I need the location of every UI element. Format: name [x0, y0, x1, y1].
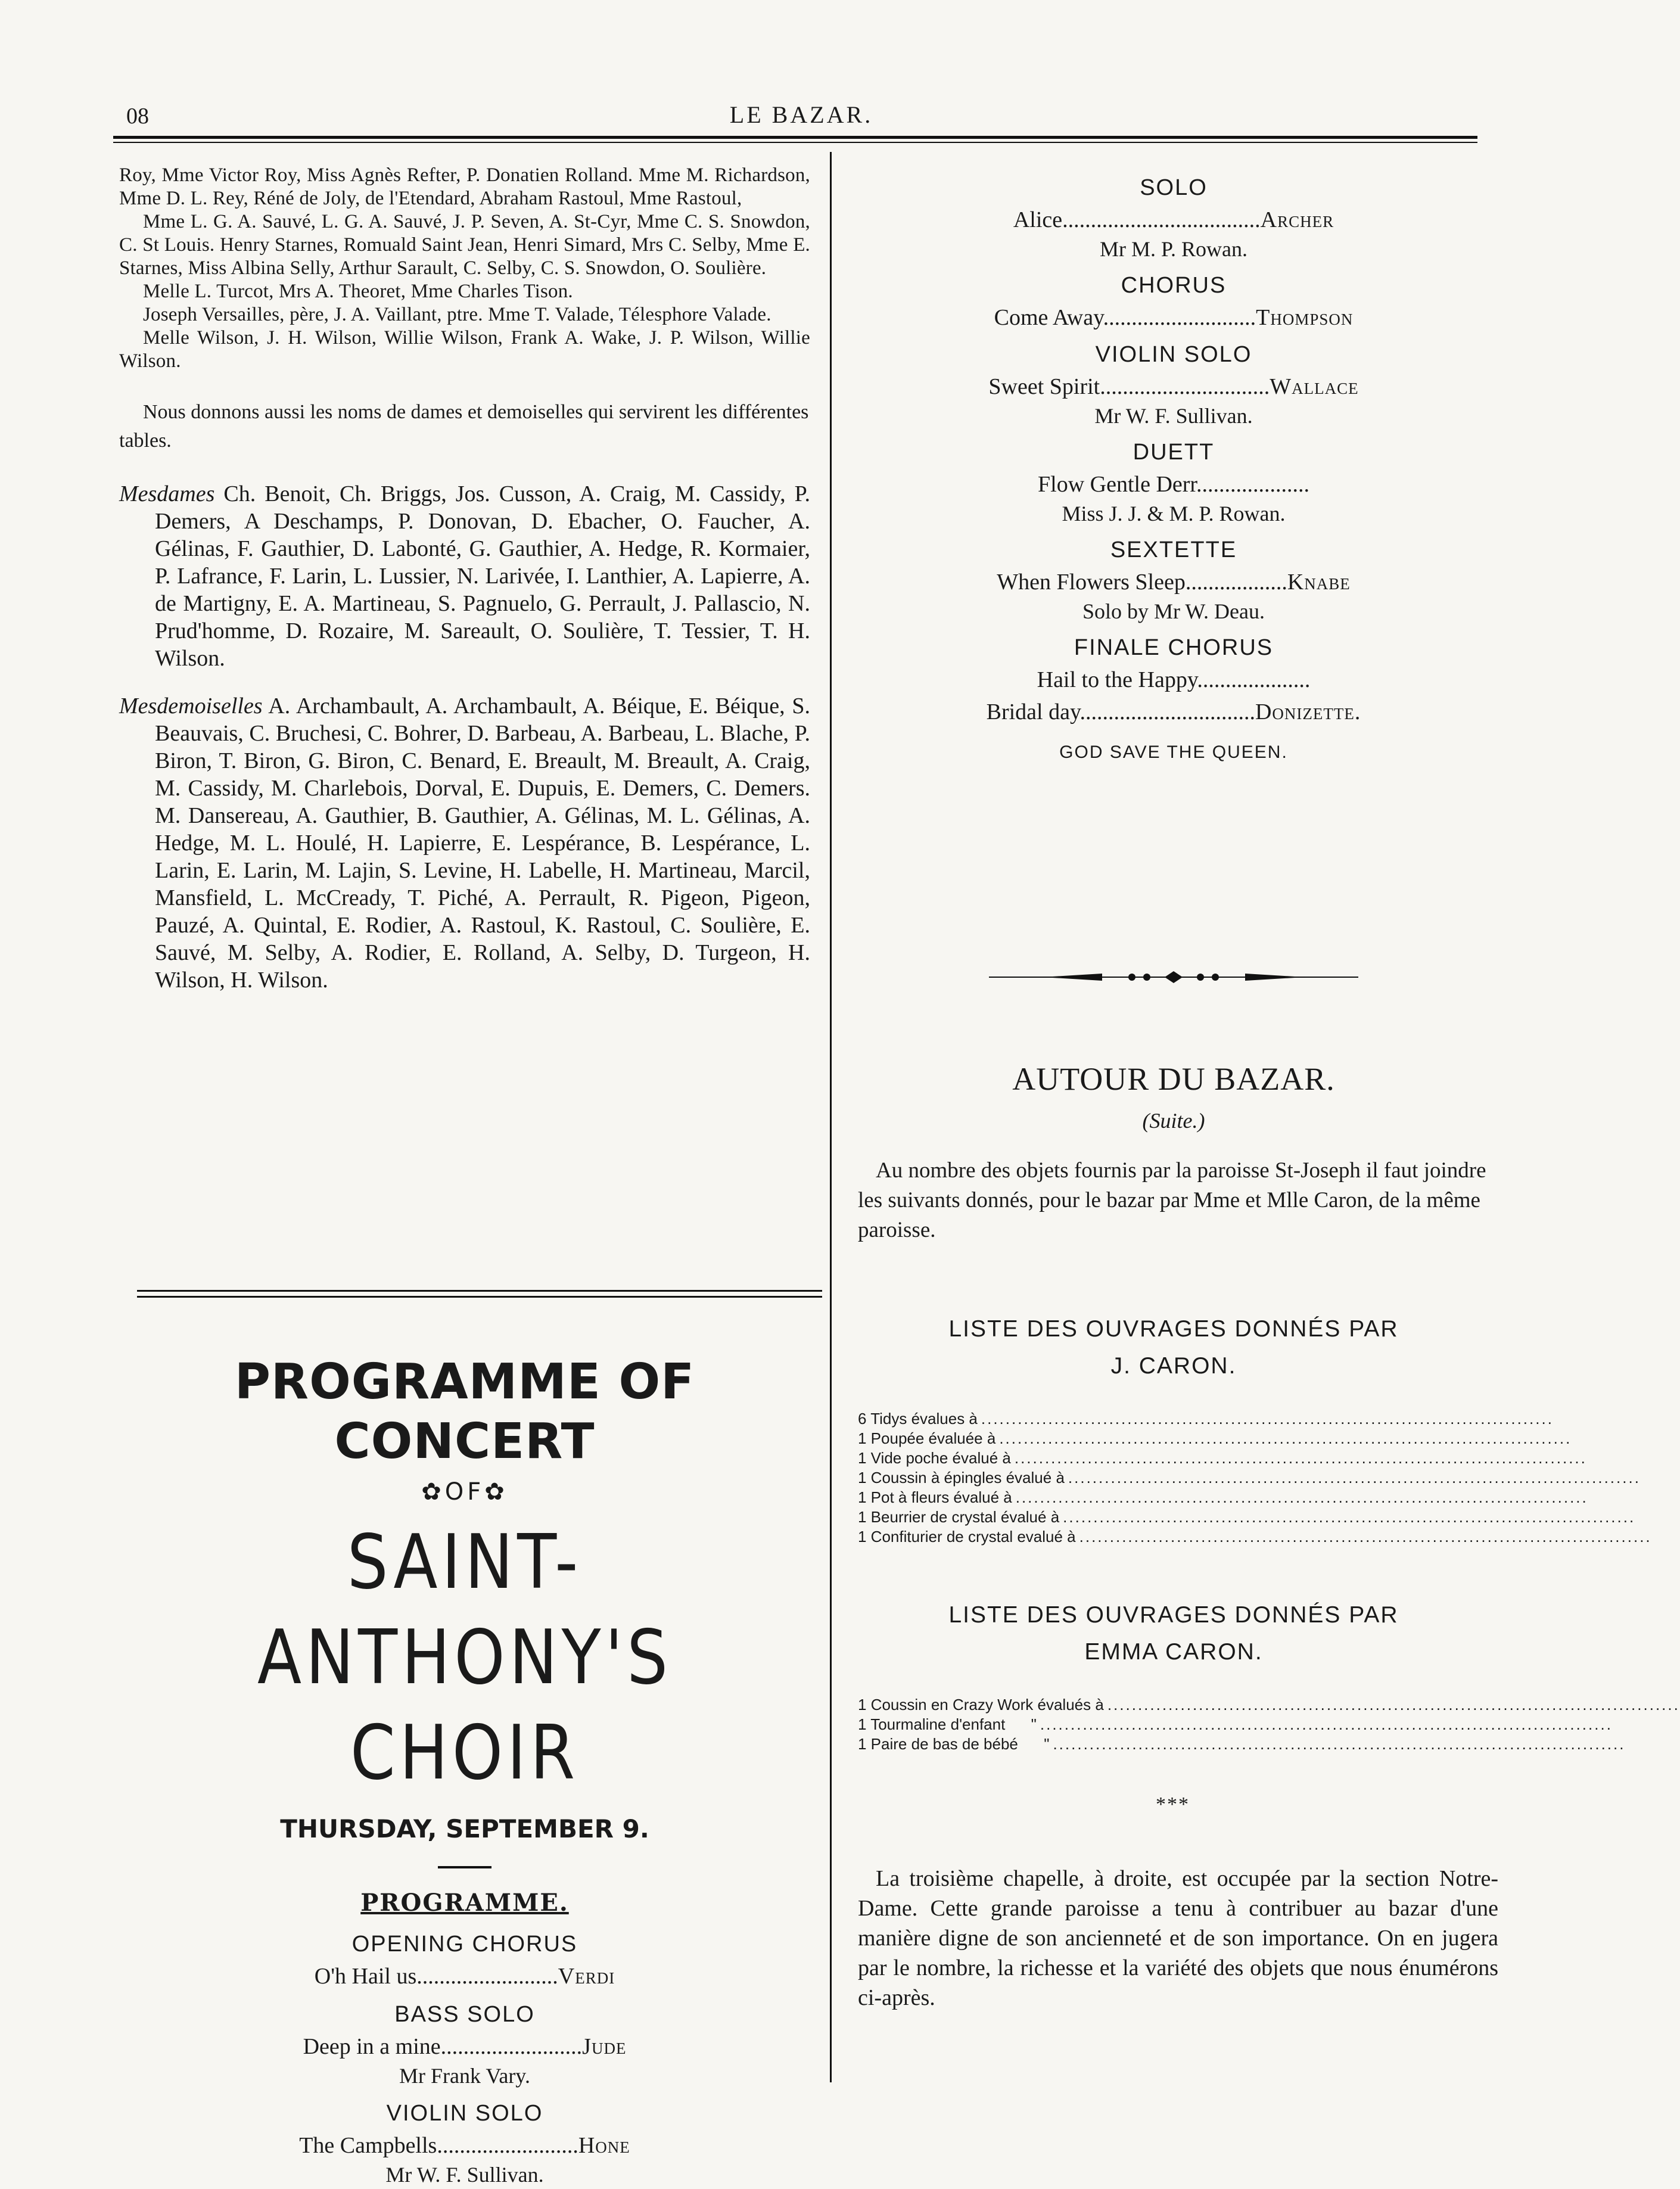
programme-entry: The Campbells.........................Hone — [299, 2133, 630, 2158]
piece-title: O'h Hail us — [314, 1964, 417, 1989]
list-heading-line: EMMA CARON. — [1084, 1639, 1263, 1665]
page-header — [113, 98, 1489, 140]
article-subtitle: (Suite.) — [1142, 1109, 1205, 1133]
list-heading-emma-caron — [846, 1597, 1501, 1671]
programme-entry: When Flowers Sleep..................Knabe — [997, 570, 1351, 595]
composer: Archer — [1260, 207, 1334, 232]
bass-solo-heading: BASS SOLO — [394, 2002, 535, 2027]
composer: Hone — [578, 2133, 630, 2158]
article-paragraph: Au nombre des objets fournis par la paroisse St-Joseph il faut joindre les suivants donnés, pour le bazar par Mme et Mlle Caron, de la même paroisse. — [858, 1158, 1486, 1242]
item-label: 1 Paire de bas de bébé " — [858, 1735, 1050, 1753]
item-label: 1 Coussin à épingles évalué à — [858, 1469, 1065, 1487]
section-rule — [137, 1296, 822, 1298]
mesdames-names: Ch. Benoit, Ch. Briggs, Jos. Cusson, A. Craig, M. Cassidy, P. Demers, A Deschamps, P. Donovan, D. Ebacher, O. Faucher, A. Gélinas, F. Gauthier, D. Labonté, G. Gauthier, A. Hedge, R. Kormaier, P. Lafrance, F. Larin, L. Lussier, N. Larivée, I. Lanthier, A. Lapierre, A. de Martigny, E. A. Martineau, S. Pagnuelo, G. Perrault, J. Pallascio, N. Prud'homme, D. Rozaire, M. Sareault, O. Soulière, T. Tessier, T. H. Wilson. — [155, 481, 810, 671]
opening-chorus-heading: OPENING CHORUS — [351, 1932, 578, 1957]
piece-title: Flow Gentle Derr — [1038, 472, 1196, 497]
list-item — [858, 1429, 1572, 1448]
composer: Wallace — [1270, 374, 1359, 399]
piece-title: Come Away — [994, 305, 1103, 330]
section-rule — [137, 1290, 822, 1292]
names-paragraph: Mme L. G. A. Sauvé, L. G. A. Sauvé, J. P. Seven, A. St-Cyr, Mme C. S. Snowdon, C. St Louis. Henry Starnes, Romuald Saint Jean, Henri Simard, Mrs C. Selby, Mme E. Starnes, Miss Albina Selly, Arthur Sarault, C. Selby, C. S. Snowdon, O. Soulière. — [119, 211, 810, 279]
composer: Thompson — [1256, 305, 1354, 330]
programme-entry: Sweet Spirit..............................Wallace — [988, 374, 1359, 399]
performer: Miss J. J. & M. P. Rowan. — [1062, 502, 1286, 526]
short-rule — [438, 1866, 491, 1868]
leader-dots: .............................................................................................. — [1068, 1469, 1641, 1487]
piece-title: When Flowers Sleep — [997, 570, 1186, 595]
tables-intro: Nous donnons aussi les noms de dames et demoiselles qui servirent les différentes tables. — [119, 401, 809, 452]
piece-title: Alice — [1013, 207, 1063, 232]
item-label: 1 Vide poche évalué à — [858, 1449, 1011, 1467]
closing-line: GOD SAVE THE QUEEN. — [1059, 742, 1288, 762]
programme-entry: Bridal day...............................Donizette. — [986, 699, 1361, 725]
programme-entry: Alice...................................Archer — [1013, 207, 1334, 232]
composer: Verdi — [558, 1964, 615, 1989]
list-item — [858, 1488, 1588, 1507]
concert-date: THURSDAY, SEPTEMBER 9. — [280, 1814, 649, 1843]
leader-dots: .............................................................................................. — [1040, 1715, 1613, 1733]
performer: Mr M. P. Rowan. — [1099, 237, 1248, 261]
of-ornament: ✿OF✿ — [421, 1478, 508, 1506]
piece-title: Bridal day — [986, 699, 1080, 725]
right-programme — [846, 173, 1501, 763]
final-paragraph: La troisième chapelle, à droite, est occupée par la section Notre-Dame. Cette grande paroisse a tenu à contribuer au bazar d'une manière digne de son ancienneté et de son importance. On en jugera par le nombre, la richesse et la variété des objets que nous énumérons ci-après. — [858, 1866, 1498, 2010]
item-label: 1 Coussin en Crazy Work évalués à — [858, 1696, 1104, 1714]
violin-solo-heading: VIOLIN SOLO — [1095, 342, 1252, 367]
of-word: OF — [444, 1478, 485, 1506]
leader-dots: .............................................................................................. — [1107, 1696, 1680, 1714]
performer: Mr W. F. Sullivan. — [385, 2163, 544, 2187]
list-item — [858, 1695, 1680, 1715]
piece-title: The Campbells — [299, 2133, 437, 2158]
performer: Mr Frank Vary. — [399, 2064, 530, 2088]
leader-dots: .............................................................................................. — [1063, 1508, 1636, 1526]
page-number: 08 — [126, 104, 149, 129]
leader-dots: .............................................................................................. — [1014, 1449, 1587, 1467]
programme-entry: Hail to the Happy.................... — [1037, 667, 1311, 692]
performer: Mr W. F. Sullivan. — [1094, 404, 1253, 428]
programme-entry: Come Away...........................Thompson — [994, 305, 1354, 330]
leader-dots: .............................................................................................. — [999, 1429, 1572, 1447]
composer: Donizette. — [1255, 699, 1361, 725]
asterism: *** — [1156, 1793, 1190, 1815]
concert-title: PROGRAMME OF CONCERT — [234, 1354, 695, 1470]
sextette-heading: SEXTETTE — [1110, 537, 1237, 562]
finale-heading: FINALE CHORUS — [1074, 635, 1274, 660]
list-heading-line: LISTE DES OUVRAGES DONNÉS PAR — [948, 1602, 1399, 1628]
list-item — [858, 1409, 1554, 1429]
performer: Solo by Mr W. Deau. — [1082, 599, 1265, 623]
list-item — [858, 1527, 1652, 1547]
names-paragraph: Roy, Mme Victor Roy, Miss Agnès Refter, P. Donatien Rolland. Mme M. Richardson, Mme D. L. Rey, Réné de Joly, de l'Etendard, Abraham Rastoul, Mme Rastoul, — [119, 164, 810, 209]
programme-entry: Flow Gentle Derr.................... — [1038, 472, 1309, 497]
item-label: 1 Confiturier de crystal evalué à — [858, 1528, 1076, 1546]
article-title: AUTOUR DU BAZAR. — [1012, 1061, 1335, 1097]
header-rule-thin — [113, 142, 1477, 143]
list-item — [858, 1468, 1641, 1488]
column-divider — [830, 152, 832, 2082]
leader-dots: .............................................................................................. — [981, 1410, 1554, 1428]
composer: Knabe — [1287, 570, 1351, 595]
programme-heading: PROGRAMME. — [360, 1889, 569, 1917]
piece-title: Hail to the Happy — [1037, 667, 1197, 692]
list-item — [858, 1507, 1636, 1527]
violin-solo-heading: VIOLIN SOLO — [386, 2101, 543, 2126]
composer: Jude — [582, 2034, 627, 2059]
concert-programme — [119, 1352, 810, 2189]
leader-dots: .............................................................................................. — [1079, 1528, 1652, 1546]
item-label: 1 Beurrier de crystal évalué à — [858, 1508, 1060, 1526]
left-column — [119, 164, 810, 994]
list-heading-j-caron — [846, 1311, 1501, 1385]
list-heading-line: J. CARON. — [1110, 1353, 1237, 1379]
header-rule — [113, 136, 1477, 139]
ornament-divider — [989, 968, 1358, 986]
mesdemoiselles-list — [119, 692, 810, 994]
item-label: 1 Pot à fleurs évalué à — [858, 1488, 1012, 1506]
choir-name: SAINT-ANTHONY'S CHOIR — [257, 1518, 672, 1796]
names-paragraph: Melle Wilson, J. H. Wilson, Willie Wilson, Frank A. Wake, J. P. Wilson, Willie Wilson. — [119, 327, 810, 372]
mesdames-label: Mesdames — [119, 481, 215, 506]
items-list-emma-caron — [858, 1695, 1680, 1754]
mesdames-list — [119, 480, 810, 672]
running-title: LE BAZAR. — [729, 101, 873, 128]
mesdemoiselles-label: Mesdemoiselles — [119, 694, 263, 719]
solo-heading: SOLO — [1140, 175, 1208, 200]
item-label: 1 Tourmaline d'enfant " — [858, 1715, 1037, 1733]
names-paragraph: Joseph Versailles, père, J. A. Vaillant, ptre. Mme T. Valade, Télesphore Valade. — [143, 304, 771, 325]
chorus-heading: CHORUS — [1121, 273, 1227, 298]
list-heading-line: LISTE DES OUVRAGES DONNÉS PAR — [948, 1316, 1399, 1342]
list-item — [858, 1448, 1587, 1468]
items-list-j-caron — [858, 1409, 1652, 1547]
piece-title: Sweet Spirit — [988, 374, 1100, 399]
mesdemoiselles-names: A. Archambault, A. Archambault, A. Béique, E. Béique, S. Beauvais, C. Bruchesi, C. Bohrer, D. Barbeau, A. Barbeau, L. Blache, P. Biron, T. Biron, G. Biron, C. Benard, E. Breault, M. Breault, A. Craig, M. Cassidy, M. Charlebois, Dorval, E. Dupuis, E. Demers, C. Demers. M. Dansereau, A. Gauthier, B. Gauthier, A. Gélinas, M. L. Gélinas, A. Hedge, M. L. Houlé, H. Lapierre, E. Lespérance, B. Lespérance, L. Larin, E. Larin, M. Lajin, S. Levine, H. Labelle, H. Martineau, Marcil, Mansfield, L. McCready, T. Piché, A. Perrault, R. Pigeon, Pigeon, Pauzé, A. Quintal, E. Rodier, A. Rastoul, K. Rastoul, C. Soulière, E. Sauvé, M. Selby, A. Rodier, E. Rolland, A. Selby, D. Turgeon, H. Wilson, H. Wilson. — [155, 694, 811, 993]
list-item — [858, 1734, 1626, 1754]
list-item — [858, 1715, 1613, 1734]
programme-entry: Deep in a mine.........................Jude — [303, 2034, 627, 2059]
leader-dots: .............................................................................................. — [1015, 1488, 1588, 1506]
leader-dots: .............................................................................................. — [1053, 1735, 1626, 1753]
piece-title: Deep in a mine — [303, 2034, 441, 2059]
duett-heading: DUETT — [1133, 440, 1215, 465]
programme-entry: O'h Hail us.........................Verdi — [314, 1964, 615, 1989]
item-label: 6 Tidys évalues à — [858, 1410, 978, 1428]
item-label: 1 Poupée évaluée à — [858, 1429, 996, 1447]
names-paragraph: Melle L. Turcot, Mrs A. Theoret, Mme Charles Tison. — [143, 281, 573, 302]
